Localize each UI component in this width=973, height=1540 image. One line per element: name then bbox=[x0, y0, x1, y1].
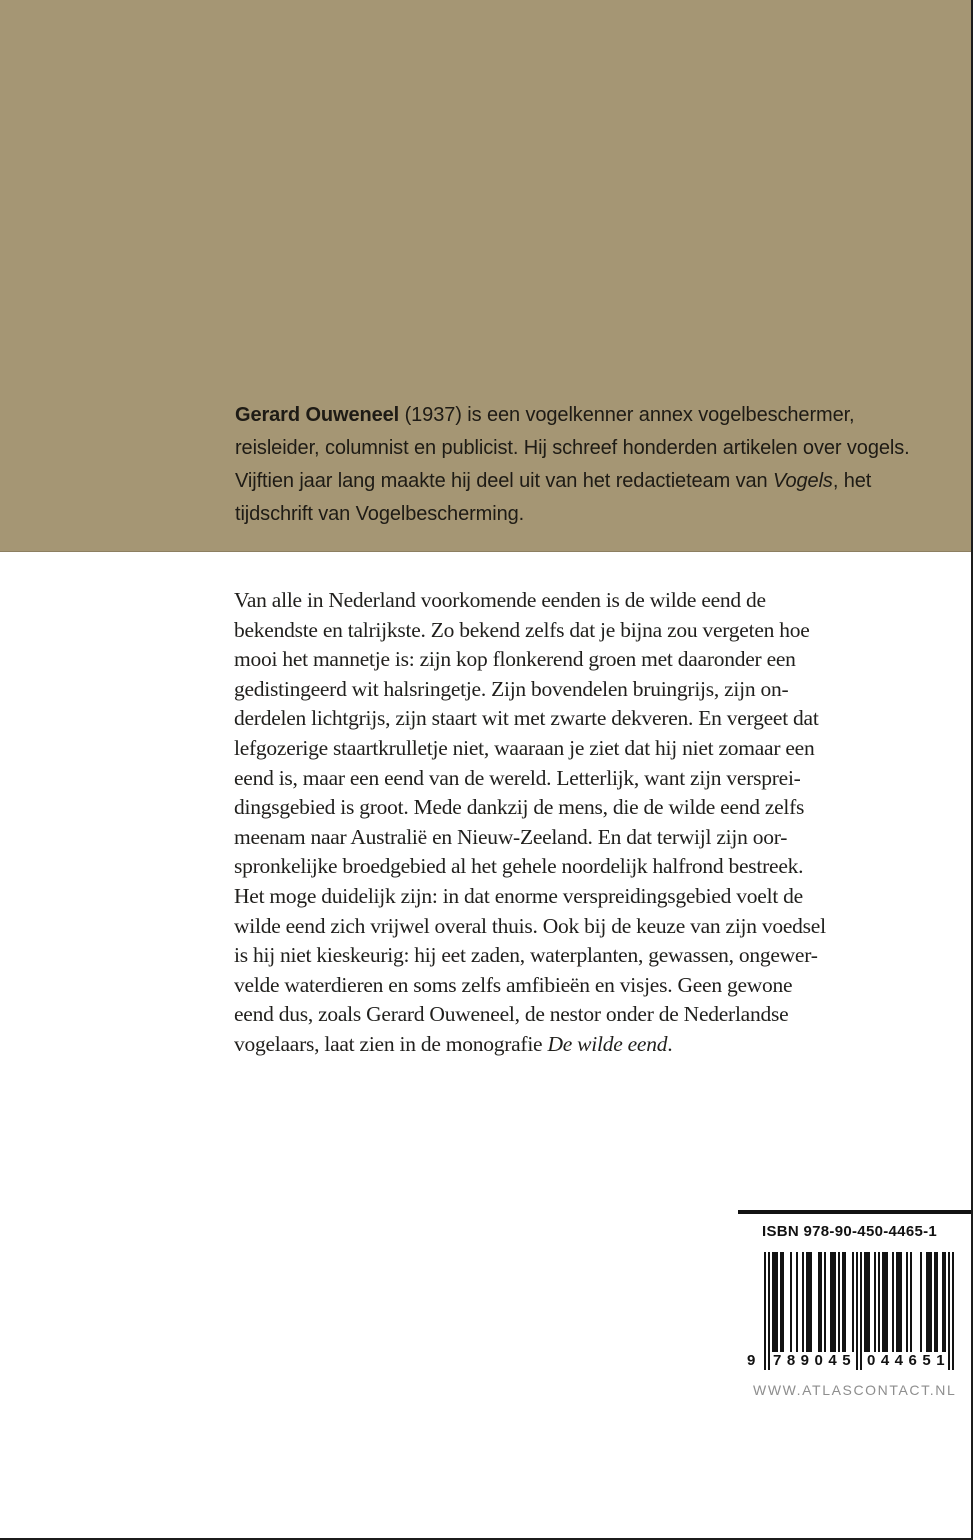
ean13-barcode bbox=[747, 1252, 954, 1370]
isbn-barcode-block bbox=[738, 1210, 973, 1398]
isbn-number-label: ISBN 978-90-450-4465-1 bbox=[762, 1223, 938, 1240]
blurb-line: derdelen lichtgrijs, zijn staart wit met zwarte dekveren. En vergeet dat bbox=[234, 706, 819, 731]
barcode-digits-left-group: 789045 bbox=[773, 1352, 857, 1369]
blurb-line: lefgozerige staartkrulletje niet, waaraan je ziet dat hij niet zomaar een bbox=[234, 735, 815, 760]
blurb-paragraph bbox=[234, 586, 934, 1060]
blurb-last-line-end: . bbox=[667, 1031, 673, 1056]
blurb-line: eend is, maar een eend van de wereld. Letterlijk, want zijn versprei- bbox=[234, 765, 801, 790]
author-bio-text-1: (1937) is een vogelkenner annex vogelbeschermer, reisleider, columnist en publicist. Hij schreef honderden artikelen over vogels. Vijftien jaar lang maakte hij deel uit van het redactieteam van bbox=[235, 404, 910, 492]
blurb-line: bekendste en talrijkste. Zo bekend zelfs dat je bijna zou vergeten hoe bbox=[234, 617, 810, 642]
blurb-line: velde waterdieren en soms zelfs amfibieën en visjes. Geen gewone bbox=[234, 972, 793, 997]
magazine-title: Vogels bbox=[773, 470, 833, 492]
blurb-line: Het moge duidelijk zijn: in dat enorme verspreidingsgebied voelt de bbox=[234, 883, 803, 908]
blurb-line: eend dus, zoals Gerard Ouweneel, de nestor onder de Nederlandse bbox=[234, 1002, 789, 1027]
barcode-digits-right-group: 044651 bbox=[867, 1352, 951, 1369]
blurb-last-line-text: vogelaars, laat zien in de monografie bbox=[234, 1031, 548, 1056]
blurb-last-line bbox=[234, 1030, 934, 1060]
book-title-italic: De wilde eend bbox=[547, 1031, 668, 1056]
blurb-line: gedistingeerd wit halsringetje. Zijn bovendelen bruingrijs, zijn on- bbox=[234, 676, 789, 701]
blurb-line: wilde eend zich vrijwel overal thuis. Ook bij de keuze van zijn voedsel bbox=[234, 913, 826, 938]
blurb-line: spronkelijke broedgebied al het gehele noordelijk halfrond bestreek. bbox=[234, 854, 804, 879]
blurb-line: mooi het mannetje is: zijn kop flonkerend groen met daaronder een bbox=[234, 647, 796, 672]
publisher-website: WWW.ATLASCONTACT.NL bbox=[753, 1382, 957, 1398]
author-bio bbox=[235, 399, 925, 531]
author-name: Gerard Ouweneel bbox=[235, 404, 400, 426]
blurb-line: is hij niet kieskeurig: hij eet zaden, waterplanten, gewassen, ongewer- bbox=[234, 943, 818, 968]
blurb-line: dingsgebied is groot. Mede dankzij de mens, die de wilde eend zelfs bbox=[234, 795, 805, 820]
blurb-line: Van alle in Nederland voorkomende eenden is de wilde eend de bbox=[234, 588, 766, 612]
author-section-band bbox=[0, 0, 971, 552]
author-bio-text-2: , het tijdschrift van Vogelbescherming. bbox=[235, 470, 872, 525]
isbn-top-rule bbox=[738, 1210, 973, 1214]
blurb-line: meenam naar Australië en Nieuw-Zeeland. En dat terwijl zijn oor- bbox=[234, 824, 788, 849]
barcode-digit-first: 9 bbox=[747, 1352, 756, 1369]
